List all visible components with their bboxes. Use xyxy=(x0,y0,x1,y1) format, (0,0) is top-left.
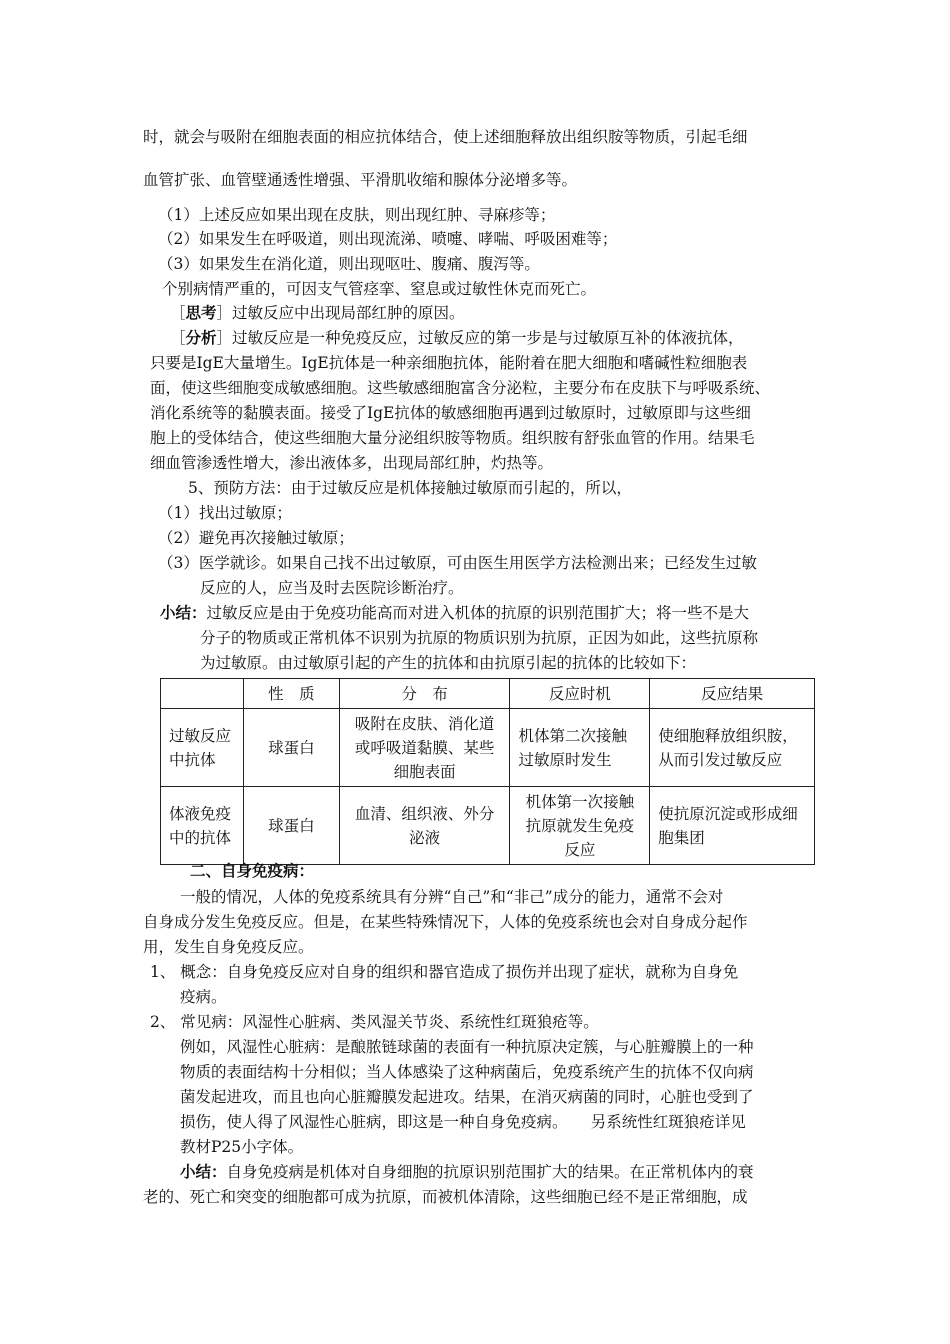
para-line: 自身成分发生免疫反应。但是，在某些特殊情况下，人体的免疫系统也会对自身成分起作 xyxy=(143,913,748,931)
table-cell: 使抗原沉淀或形成细胞集团 xyxy=(650,787,815,865)
table-cell: 体液免疫中的抗体 xyxy=(161,787,244,865)
table-row xyxy=(161,709,815,787)
table-header-cell: 性 质 xyxy=(243,679,339,709)
table-cell: 机体第二次接触过敏原时发生 xyxy=(510,709,650,787)
example-line: 教材P25小字体。 xyxy=(180,1138,304,1156)
table-header-cell: 反应时机 xyxy=(510,679,650,709)
table-header-cell: 反应结果 xyxy=(650,679,815,709)
summary-text: 过敏反应是由于免疫功能高而对进入机体的抗原的识别范围扩大；将一些不是大 xyxy=(206,604,750,622)
prevention-item: （1）找出过敏原； xyxy=(158,504,292,522)
analysis-line: 面，使这些细胞变成敏感细胞。这些敏感细胞富含分泌粒，主要分布在皮肤下与呼吸系统、 xyxy=(150,379,771,397)
table-cell: 使细胞释放组织胺，从而引发过敏反应 xyxy=(650,709,815,787)
example-line: 物质的表面结构十分相似；当人体感染了这种病菌后，免疫系统产生的抗体不仅向病 xyxy=(180,1063,754,1081)
table-row xyxy=(161,787,815,865)
table-header-row xyxy=(161,679,815,709)
prevention-item: （2）避免再次接触过敏原； xyxy=(158,529,354,547)
table-cell: 过敏反应中抗体 xyxy=(161,709,244,787)
para-line: 时，就会与吸附在细胞表面的相应抗体结合，使上述细胞释放出组织胺等物质，引起毛细 xyxy=(143,128,748,146)
summary-line: 老的、死亡和突变的细胞都可成为抗原，而被机体清除，这些细胞已经不是正常细胞，成 xyxy=(143,1188,748,1206)
analysis-text: ］过敏反应是一种免疫反应，过敏反应的第一步是与过敏原互补的体液抗体， xyxy=(216,329,744,347)
para-line: 血管扩张、血管壁通透性增强、平滑肌收缩和腺体分泌增多等。 xyxy=(143,171,578,189)
analysis-line: 细血管渗透性增大，渗出液体多，出现局部红肿，灼热等。 xyxy=(150,454,554,472)
example-line: 例如，风湿性心脏病：是酿脓链球菌的表面有一种抗原决定簇，与心脏瓣膜上的一种 xyxy=(180,1038,754,1056)
example-line: 菌发起进攻，而且也向心脏瓣膜发起进攻。结果，在消灭病菌的同时，心脏也受到了 xyxy=(180,1088,754,1106)
table-cell: 球蛋白 xyxy=(243,787,339,865)
analysis-line: 胞上的受体结合，使这些细胞大量分泌组织胺等物质。组织胺有舒张血管的作用。结果毛 xyxy=(150,429,755,447)
prevention-item: （3）医学就诊。如果自己找不出过敏原，可由医生用医学方法检测出来；已经发生过敏 xyxy=(158,554,757,572)
summary-label: 小结： xyxy=(180,1162,227,1181)
table-cell: 球蛋白 xyxy=(243,709,339,787)
bracket: ［ xyxy=(170,329,186,347)
table-header-cell: 分 布 xyxy=(339,679,510,709)
summary-text: 自身免疫病是机体对自身细胞的抗原识别范围扩大的结果。在正常机体内的衰 xyxy=(226,1163,754,1181)
table-cell: 吸附在皮肤、消化道或呼吸道黏膜、某些细胞表面 xyxy=(339,709,510,787)
para-line: 个别病情严重的，可因支气管痉挛、窒息或过敏性休克而死亡。 xyxy=(162,280,597,298)
analysis-line: 消化系统等的黏膜表面。接受了IgE抗体的敏感细胞再遇到过敏原时，过敏原即与这些细 xyxy=(150,404,751,422)
think-label: 思考 xyxy=(185,303,217,322)
section-heading: 二、自身免疫病： xyxy=(190,861,315,880)
think-line xyxy=(170,302,465,324)
antibody-comparison-table xyxy=(160,678,815,865)
para-line: 一般的情况，人体的免疫系统具有分辨“自己”和“非己”成分的能力，通常不会对 xyxy=(180,888,724,906)
reaction-item: （1）上述反应如果出现在皮肤，则出现红肿、寻麻疹等； xyxy=(158,206,556,224)
summary-line: 分子的物质或正常机体不识别为抗原的物质识别为抗原，正因为如此，这些抗原称 xyxy=(200,629,759,647)
summary-line xyxy=(180,1161,754,1183)
analysis-label: 分析 xyxy=(185,328,217,347)
summary-label: 小结： xyxy=(160,603,207,622)
example-line: 损伤，使人得了风湿性心脏病，即这是一种自身免疫病。 另系统性红斑狼疮详见 xyxy=(180,1113,746,1131)
list-item: 疫病。 xyxy=(180,988,227,1006)
analysis-line xyxy=(170,327,744,349)
para-line: 用，发生自身免疫反应。 xyxy=(143,938,314,956)
prevention-intro: 5、预防方法：由于过敏反应是机体接触过敏原而引起的，所以， xyxy=(188,479,632,497)
table-header-cell xyxy=(161,679,244,709)
reaction-item: （2）如果发生在呼吸道，则出现流涕、喷嚏、哮喘、呼吸困难等； xyxy=(158,230,618,248)
summary-line: 为过敏原。由过敏原引起的产生的抗体和由抗原引起的抗体的比较如下： xyxy=(200,654,697,672)
table-cell: 血清、组织液、外分泌液 xyxy=(339,787,510,865)
table-cell: 机体第一次接触抗原就发生免疫反应 xyxy=(510,787,650,865)
list-item: 1、 概念：自身免疫反应对自身的组织和器官造成了损伤并出现了症状，就称为自身免 xyxy=(150,963,739,981)
think-text: ］过敏反应中出现局部红肿的原因。 xyxy=(216,304,465,322)
list-item: 2、 常见病：风湿性心脏病、类风湿关节炎、系统性红斑狼疮等。 xyxy=(150,1013,599,1031)
prevention-item: 反应的人，应当及时去医院诊断治疗。 xyxy=(200,579,464,597)
analysis-line: 只要是IgE大量增生。IgE抗体是一种亲细胞抗体，能附着在肥大细胞和嗜碱性粒细胞表 xyxy=(150,354,748,372)
reaction-item: （3）如果发生在消化道，则出现呕吐、腹痛、腹泻等。 xyxy=(158,255,540,273)
summary-line xyxy=(160,602,749,624)
bracket: ［ xyxy=(170,304,186,322)
